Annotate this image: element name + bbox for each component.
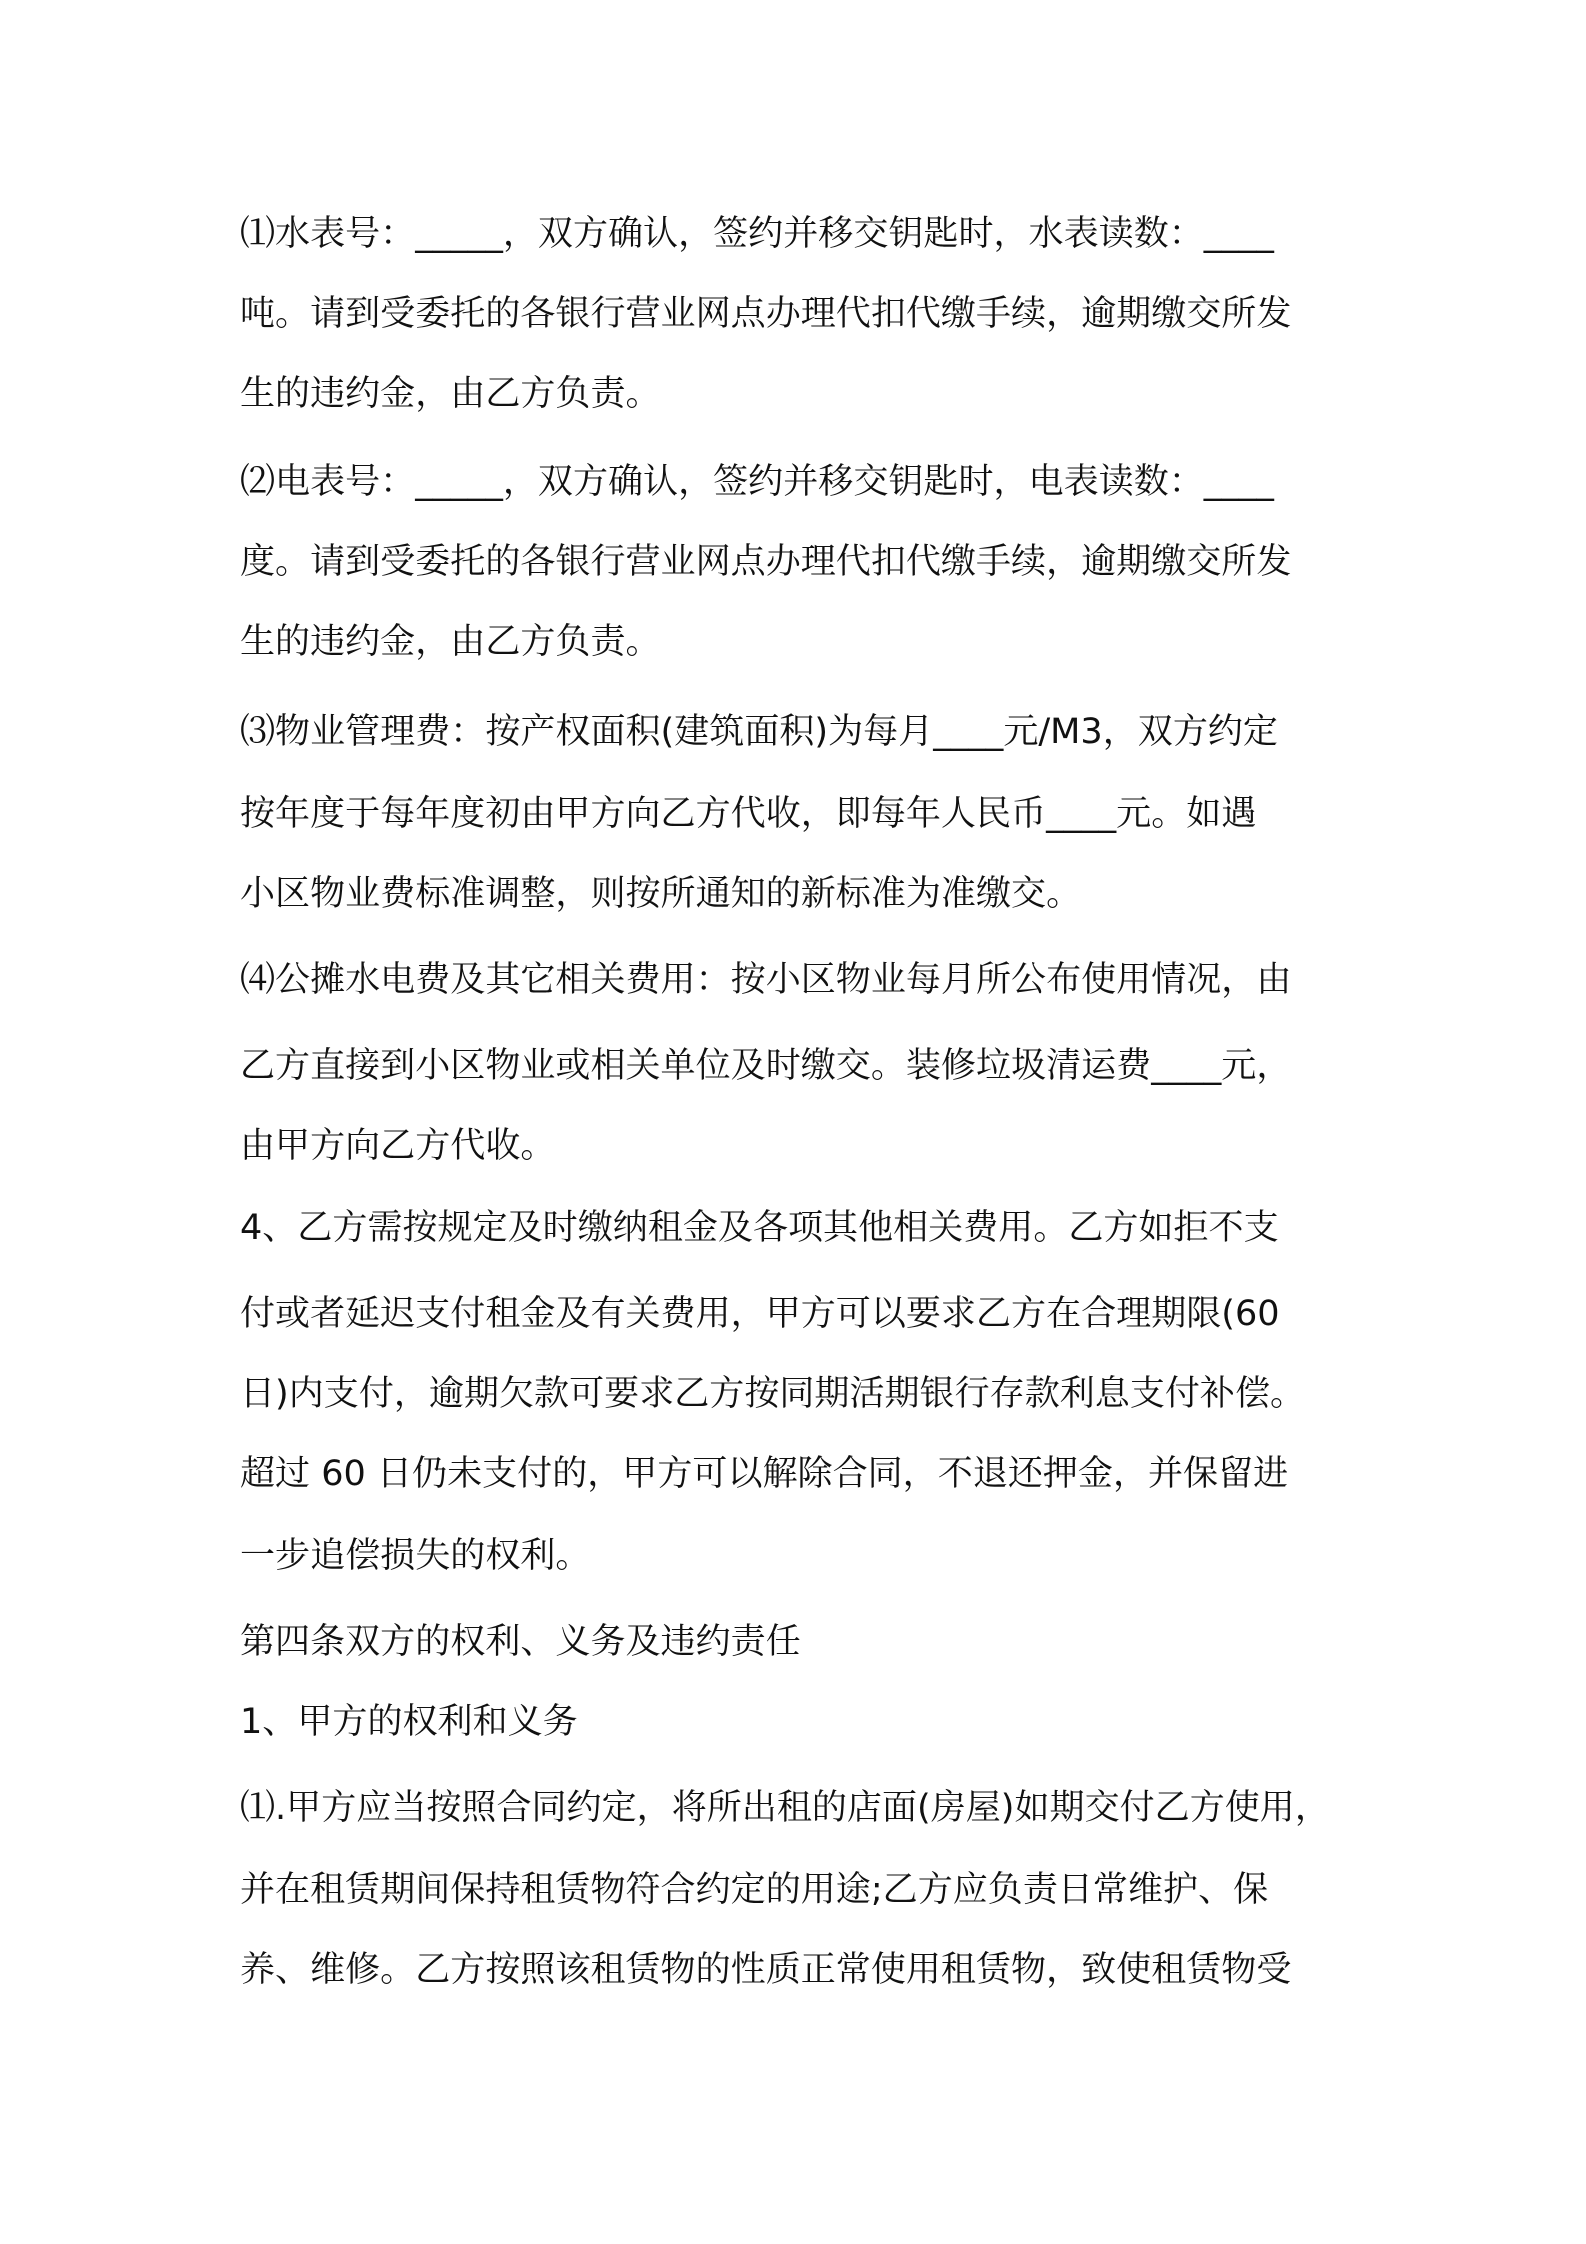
- subsection-heading: 1、甲方的权利和义务: [240, 1701, 578, 1742]
- text-line: ⑴水表号：_____，双方确认，签约并移交钥匙时，水表读数：____: [240, 213, 1274, 254]
- text-line: 由甲方向乙方代收。: [240, 1125, 556, 1166]
- text-line: ⑴.甲方应当按照合同约定，将所出租的店面(房屋)如期交付乙方使用，: [240, 1787, 1330, 1828]
- text-line: 一步追偿损失的权利。: [240, 1535, 591, 1576]
- section-heading: 第四条双方的权利、义务及违约责任: [240, 1621, 801, 1662]
- text-line: 生的违约金，由乙方负责。: [240, 621, 661, 662]
- text-line: 并在租赁期间保持租赁物符合约定的用途;乙方应负责日常维护、保: [240, 1869, 1269, 1910]
- text-line: 乙方直接到小区物业或相关单位及时缴交。装修垃圾清运费____元，: [240, 1045, 1292, 1086]
- text-line: 度。请到受委托的各银行营业网点办理代扣代缴手续，逾期缴交所发: [240, 541, 1292, 582]
- text-line: 超过 60 日仍未支付的，甲方可以解除合同，不退还押金，并保留进: [240, 1453, 1289, 1494]
- text-line: 吨。请到受委托的各银行营业网点办理代扣代缴手续，逾期缴交所发: [240, 293, 1292, 334]
- text-line: 4、乙方需按规定及时缴纳租金及各项其他相关费用。乙方如拒不支: [240, 1207, 1279, 1248]
- text-line: 按年度于每年度初由甲方向乙方代收，即每年人民币____元。如遇: [240, 793, 1257, 834]
- text-line: 小区物业费标准调整，则按所通知的新标准为准缴交。: [240, 873, 1082, 914]
- text-line: ⑵电表号：_____，双方确认，签约并移交钥匙时，电表读数：____: [240, 461, 1274, 502]
- text-line: 日)内支付，逾期欠款可要求乙方按同期活期银行存款利息支付补偿。: [240, 1373, 1306, 1414]
- text-line: 生的违约金，由乙方负责。: [240, 373, 661, 414]
- text-line: ⑷公摊水电费及其它相关费用：按小区物业每月所公布使用情况，由: [240, 959, 1292, 1000]
- text-line: 付或者延迟支付租金及有关费用，甲方可以要求乙方在合理期限(60: [240, 1293, 1280, 1334]
- text-line: 养、维修。乙方按照该租赁物的性质正常使用租赁物，致使租赁物受: [240, 1949, 1292, 1990]
- text-line: ⑶物业管理费：按产权面积(建筑面积)为每月____元/M3，双方约定: [240, 711, 1278, 752]
